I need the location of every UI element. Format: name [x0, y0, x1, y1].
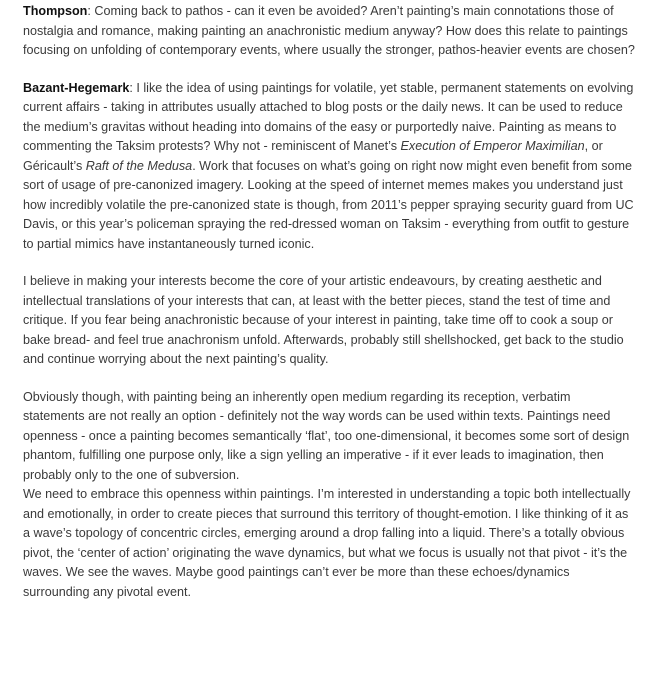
speaker-name-bazant-hegemark: Bazant-Hegemark [23, 80, 130, 95]
answer-text-part-3: . Work that focuses on what’s going on right now might even benefit from some sort of usage of pre-canonized imagery. Looking at the speed of internet memes makes you understand just how incredibly volatile the pre-canonized state is though, from 2011’s pepper spraying security guard from UC Davis, or this year’s policeman spraying the red-dressed woman on Taksim - everything from outfit to gesture to partial mimics have instantaneously turned iconic. [23, 158, 634, 251]
answer-text-part-2: , or Géricault’s [23, 139, 603, 173]
paragraph-openness: Obviously though, with painting being an inherently open medium regarding its reception, verbatim statements are not really an option - definitely not the way words can be used within texts. Paintings need openness - once a painting becomes semantically ‘flat’, too one-dimensional, it becomes some sort of design phantom, fulfilling one purpose only, like a sign yelling an imperative - if it ever leads to imagination, then probably only to the one of subversion. [23, 389, 630, 482]
question-text: : Coming back to pathos - can it even be avoided? Aren’t painting’s main connotations those of nostalgia and romance, making painting an anachronistic medium anyway? How does this relate to paintings focusing on unfolding of contemporary events, where usually the stronger, pathos-heavier events are chosen? [23, 4, 635, 57]
interview-article [23, 2, 635, 602]
answer-text-part-1: : I like the idea of using paintings for volatile, yet stable, permanent statements on evolving current affairs - taking in attributes usually attached to blog posts or the daily news. It can be used to reduce the medium’s gravitas without heading into domains of the easy or purportedly naive. Painting as means to commenting the Taksim protests? Why not - reminiscent of Manet’s [23, 80, 634, 153]
paragraph-interests: I believe in making your interests become the core of your artistic endeavours, by creating aesthetic and intellectual translations of your interests that can, at least with the better pieces, stand the test of time and critique. If you fear being anachronistic because of your interest in painting, take time off to cook a soup or bake bread- and feel true anachronism unfold. Afterwards, probably still shellshocked, get back to the studio and continue worrying about the next painting’s quality. [23, 274, 624, 366]
paragraph-bazant-hegemark-answer [23, 79, 635, 255]
artwork-title-maximilian: Execution of Emperor Maximilian [400, 139, 585, 153]
paragraph-thompson-question [23, 2, 635, 61]
paragraph-waves: We need to embrace this openness within paintings. I’m interested in understanding a topic both intellectually and emotionally, in order to create pieces that surround this territory of thought-emotion. I like thinking of it as a wave’s topology of concentric circles, emerging around a drop falling into a liquid. There’s a totally obvious pivot, the ‘center of action’ originating the wave dynamics, but what we focus is usually not that pivot - it’s the waves. We see the waves. Maybe good paintings can’t ever be more than these echoes/dynamics surrounding any pivotal event. [23, 487, 631, 599]
artwork-title-medusa: Raft of the Medusa [85, 158, 193, 173]
speaker-name-thompson: Thompson [23, 4, 88, 18]
